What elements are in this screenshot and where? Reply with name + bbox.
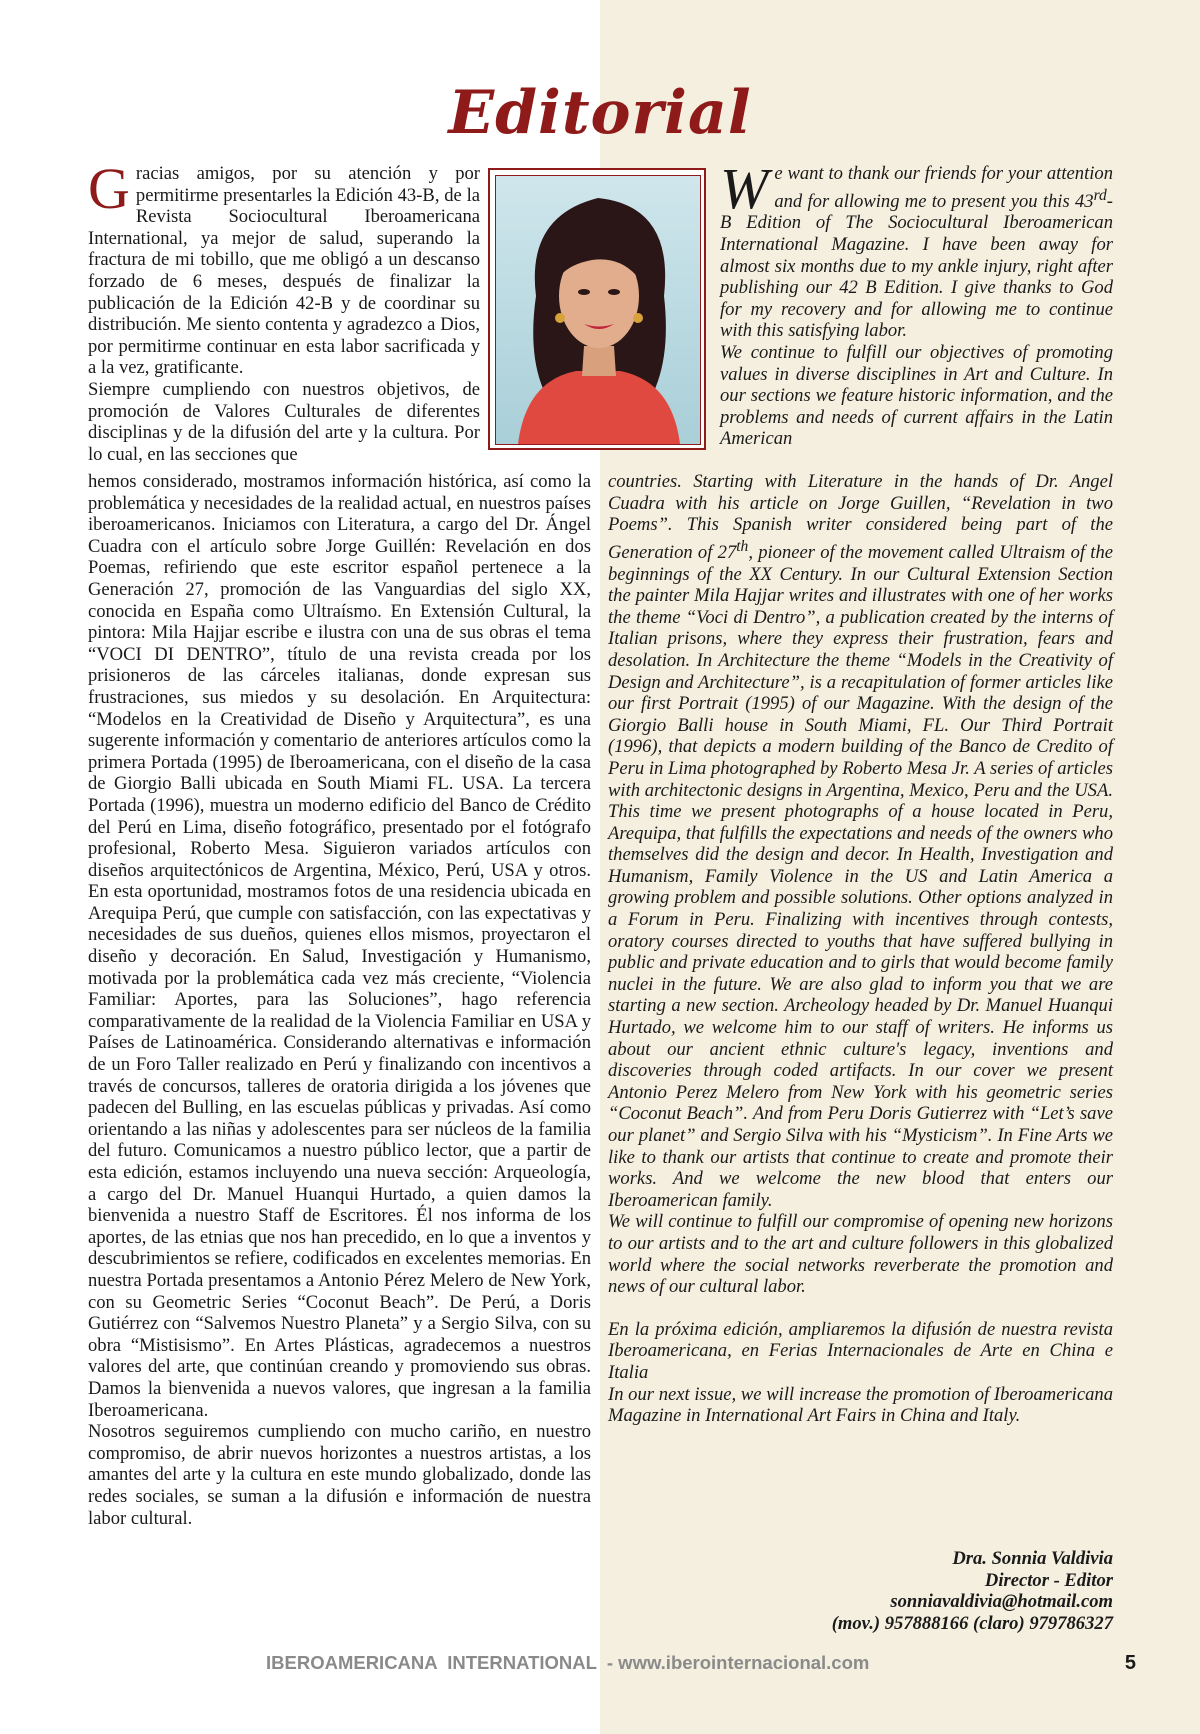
signature-phone: (mov.) 957888166 (claro) 979786327 [831,1612,1113,1634]
paragraph-spacer [608,1298,1113,1319]
spanish-paragraph-2-start: Siempre cumpliendo con nuestros objetivos, de promoción de Valores Culturales de diferentes disciplinas y de la difusión del arte y la cultura. Por lo cual, en las secciones que [88,378,480,465]
spanish-text-upper [88,156,480,465]
next-edition-english: In our next issue, we will increase the promotion of Iberoamericana Magazine in International Art Fairs in China and Italy. [608,1383,1113,1427]
english-paragraph-2-start: We continue to fulfill our objectives of promoting values in diverse disciplines in Art and Culture. In our sections we feature historic information, and the problems and needs of current affairs in the Latin American [720,341,1113,450]
signature-email[interactable]: sonniavaldivia@hotmail.com [890,1591,1113,1613]
english-paragraph-1: We want to thank our friends for your attention and for allowing me to present you this 43rd-B Edition of The Sociocultural Iberoamerican International Magazine. I have been away for almost six months due to my ankle injury, right after publishing our 42 B Edition. I give thanks to God for my recovery and for allowing me to continue with this satisfying labor. [720,156,1113,342]
english-paragraph-3: We will continue to fulfill our compromise of opening new horizons to our artists and to the art and culture followers in this globalized world where the social networks reverberate the promotion and news of our cultural labor. [608,1211,1113,1298]
english-text-lower [608,471,1113,1427]
english-text-upper [720,156,1113,450]
page-footer [266,1652,1136,1674]
spanish-text-lower [88,471,591,1529]
footer-text: IBEROAMERICANA INTERNATIONAL - www.iberointernacional.com [266,1652,870,1673]
signature-name: Dra. Sonnia Valdivia [952,1548,1113,1569]
editor-portrait [488,168,706,450]
spanish-paragraph-1: Gracias amigos, por su atención y por permitirme presentarles la Edición 43-B, de la Revista Sociocultural Iberoamericana International, ya mejor de salud, superando la fractura de mi tobillo, que me obligó a un descanso forzado de 6 meses, después de finalizar la publicación de la Edición 42-B y de coordinar su distribución. Me siento contenta y agradezco a Dios, por permitirme continuar en esta labor sacrificada y a la vez, gratificante. [88,156,480,379]
editor-signature [700,1548,1113,1634]
next-edition-spanish: En la próxima edición, ampliaremos la difusión de nuestra revista Iberoamericana, en Ferias Internacionales de Arte en China e Italia [608,1318,1113,1383]
signature-role: Director - Editor [984,1569,1113,1591]
spanish-paragraph-3: Nosotros seguiremos cumpliendo con mucho cariño, en nuestro compromiso, de abrir nuevos horizontes a nuestros artistas, a los amantes del arte y la cultura en este mundo globalizado, donde las redes sociales, se suman a la difusión e información de nuestra labor cultural. [88,1421,591,1529]
portrait-illustration [496,176,700,444]
spanish-dropcap: G [88,156,130,221]
english-dropcap: W [720,156,769,221]
page-title: Editorial [448,78,752,148]
spanish-paragraph-2-rest: hemos considerado, mostramos información histórica, así como la problemática y necesidades de la realidad actual, en nuestros países iberoamericanos. Iniciamos con Literatura, a cargo del Dr. Ángel Cuadra con el artículo sobre Jorge Guillén: Revelación en dos Poemas, refiriendo que este escritor español pertenece a la Generación 27, promoción de las Vanguardias del siglo XX, conocida en España como Ultraísmo. En Extensión Cultural, la pintora: Mila Hajjar escribe e ilustra con una de sus obras el tema “VOCI DI DENTRO”, título de una revista creada por los prisioneros de las cárceles italianas, donde expresan sus frustraciones, sus miedos y su desolación. En Arquitectura: “Modelos en la Creatividad de Diseño y Arquitectura”, es una sugerente información y comentario de anteriores artículos como la primera Portada (1995) de Iberoamericana, con el diseño de la casa de Giorgio Balli ubicada en South Miami FL. USA. La tercera Portada (1996), muestra un moderno edificio del Banco de Crédito del Perú en Lima, diseño fotográfico, presentado por el fotógrafo profesional, Roberto Mesa. Siguieron variados artículos con diseños arquitectónicos de Argentina, México, Perú, USA y otros. En esta oportunidad, mostramos fotos de una residencia ubicada en Arequipa Perú, que cumple con satisfacción, con las expectativas y necesidades de sus dueños, quienes ellos mismos, proyectaron el diseño y decoración. En Salud, Investigación y Humanismo, motivada por la problemática cada vez más creciente, “Violencia Familiar: Aportes, para las Soluciones”, hago referencia comparativamente de la realidad de la Violencia Familiar en USA y Países de Latinoamérica. Considerando alternativas e información de un Foro Taller realizado en Perú y finalizando con incentivos a través de concursos, talleres de oratoria dirigida a los jóvenes que padecen del Bulling, en las escuelas públicas y privadas. Así como orientando a las niñas y adolescentes para ser núcleos de la familia del futuro. Comunicamos a nuestro público lector, que a partir de esta edición, estamos incluyendo una nueva sección: Arqueología, a cargo del Dr. Manuel Huanqui Hurtado, a quien damos la bienvenida a nuestro Staff de Escritores. Él nos informa de los aportes, de las etnias que nos han precedido, en lo que a inventos y descubrimientos se refiere, codificados en excelentes memorias. En nuestra Portada presentamos a Antonio Pérez Melero de New York, con su Geometric Series “Coconut Beach”. De Perú, a Doris Gutiérrez con “Salvemos Nuestro Planeta” y a Sergio Silva, con su obra “Mistisismo”. En Artes Plásticas, agradecemos a nuestros valores del arte, que continúan creando y promoviendo sus obras. Damos la bienvenida a nuevos valores, que ingresan a la familia Iberoamericana. [88,471,591,1421]
page-number: 5 [1124,1652,1136,1674]
english-paragraph-2-rest: countries. Starting with Literature in the hands of Dr. Angel Cuadra with his article on Jorge Guillen, “Revelation in two Poems”. This Spanish writer considered being part of the Generation of 27th, pioneer of the movement called Ultraism of the beginnings of the XX Century. In our Cultural Extension Section the painter Mila Hajjar writes and illustrates with one of her works the theme “Voci di Dentro”, a publication created by the interns of Italian prisons, where they express their frustration, fears and desolation. In Architecture the theme “Models in the Creativity of Design and Architecture”, is a recapitulation of former articles like our first Portrait (1995) of our Magazine. With the design of the Giorgio Balli house in South Miami, FL. Our Third Portrait (1996), that depicts a modern building of the Banco de Credito of Peru in Lima photographed by Roberto Mesa Jr. A series of articles with architectonic designs in Argentina, Mexico, Peru and the USA. This time we present photographs of a house located in Peru, Arequipa, that fulfills the expectations and needs of the owners who themselves did the design and decor. In Health, Investigation and Humanism, Family Violence in the US and Latin America a growing problem and possible solutions. Other options analyzed in a Forum in Peru. Finalizing with incentives through contests, oratory courses directed to youths that have suffered bullying in public and private education and to girls that would become family nuclei in the future. We are also glad to inform you that we are starting a new section. Archeology headed by Dr. Manuel Huanqui Hurtado, we welcome him to our staff of writers. He informs us about our ancient ethnic culture's legacy, inventions and discoveries through coded artifacts. In our cover we present Antonio Perez Melero from New York with his geometric series “Coconut Beach”. And from Peru Doris Gutierrez with “Let’s save our planet” and Sergio Silva with his “Mysticism”. In Fine Arts we like to thank our artists that continue to create and promote their works. And we welcome the new blood that enters our Iberoamerican family. [608,471,1114,1211]
editor-portrait-image [495,175,701,445]
